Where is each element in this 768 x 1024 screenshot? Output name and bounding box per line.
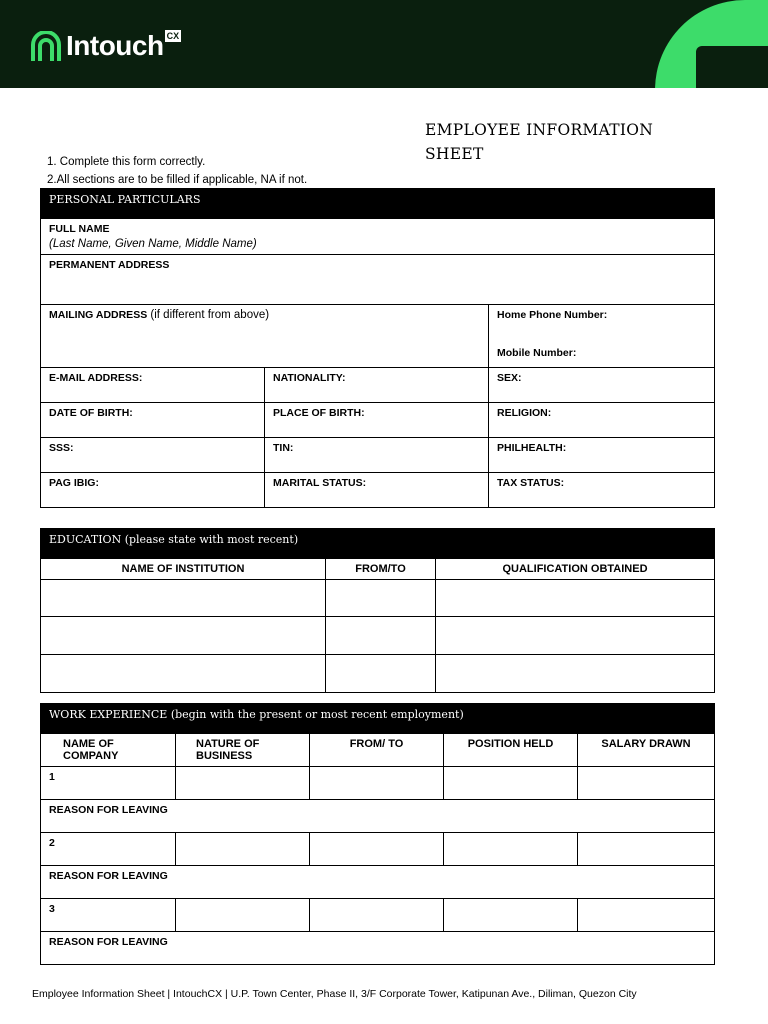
education-row (41, 655, 715, 693)
col-from-to: FROM/ TO (310, 734, 444, 767)
institution-cell[interactable] (41, 655, 326, 693)
pag-ibig-label: PAG IBIG: (49, 477, 99, 489)
tin-label: TIN: (273, 442, 294, 454)
mailing-address-field[interactable] (41, 305, 489, 368)
document-title: EMPLOYEE INFORMATION SHEET (425, 121, 654, 163)
row-number: 1 (49, 771, 55, 783)
work-experience-table (40, 703, 715, 965)
reason-for-leaving-label: REASON FOR LEAVING (49, 936, 168, 948)
from-to-cell[interactable] (310, 833, 444, 866)
from-to-cell[interactable] (310, 899, 444, 932)
col-nature-of-business: NATURE OF BUSINESS (176, 734, 310, 767)
reason-for-leaving-label: REASON FOR LEAVING (49, 870, 168, 882)
header-dark-shape (696, 46, 768, 88)
mobile-number-label: Mobile Number: (497, 347, 577, 359)
mailing-address-label: MAILING ADDRESS (49, 309, 148, 321)
qualification-cell[interactable] (436, 580, 715, 617)
date-of-birth-field[interactable] (41, 403, 265, 438)
instruction-1: 1. Complete this form correctly. (47, 156, 206, 168)
full-name-label: FULL NAME (49, 223, 110, 235)
company-cell[interactable] (41, 833, 176, 866)
salary-cell[interactable] (578, 899, 715, 932)
mailing-address-note: (if different from above) (147, 309, 270, 321)
col-name-of-company: NAME OF COMPANY (41, 734, 176, 767)
education-row (41, 617, 715, 655)
position-cell[interactable] (444, 833, 578, 866)
salary-cell[interactable] (578, 833, 715, 866)
instruction-2: 2.All sections are to be filled if applicable, NA if not. (47, 174, 308, 186)
sex-label: SEX: (497, 372, 522, 384)
home-phone-label: Home Phone Number: (497, 309, 608, 321)
business-cell[interactable] (176, 767, 310, 800)
row-number: 3 (49, 903, 55, 915)
logo-brand-name: Intouch (66, 30, 164, 61)
pag-ibig-field[interactable] (41, 473, 265, 508)
date-of-birth-label: DATE OF BIRTH: (49, 407, 133, 419)
place-of-birth-label: PLACE OF BIRTH: (273, 407, 365, 419)
tax-status-field[interactable] (489, 473, 715, 508)
col-qualification: QUALIFICATION OBTAINED (436, 559, 715, 580)
col-position-held: POSITION HELD (444, 734, 578, 767)
page-footer: Employee Information Sheet | IntouchCX | U.P. Town Center, Phase II, 3/F Corporate Tower, Katipunan Ave., Diliman, Quezon City (32, 988, 637, 1000)
business-cell[interactable] (176, 899, 310, 932)
nationality-label: NATIONALITY: (273, 372, 346, 384)
qualification-cell[interactable] (436, 655, 715, 693)
logo-arch-icon (30, 31, 62, 61)
phone-numbers-field[interactable] (489, 305, 715, 368)
work-row (41, 899, 715, 932)
personal-particulars-table (40, 188, 715, 508)
philhealth-label: PHILHEALTH: (497, 442, 567, 454)
sss-field[interactable] (41, 438, 265, 473)
permanent-address-field[interactable] (41, 255, 715, 305)
salary-cell[interactable] (578, 767, 715, 800)
marital-status-field[interactable] (265, 473, 489, 508)
qualification-cell[interactable] (436, 617, 715, 655)
logo-brand-suffix: CX (166, 31, 180, 41)
business-cell[interactable] (176, 833, 310, 866)
reason-for-leaving-field[interactable] (41, 932, 715, 965)
marital-status-label: MARITAL STATUS: (273, 477, 367, 489)
nationality-field[interactable] (265, 368, 489, 403)
reason-for-leaving-field[interactable] (41, 866, 715, 899)
permanent-address-label: PERMANENT ADDRESS (49, 259, 170, 271)
position-cell[interactable] (444, 767, 578, 800)
religion-field[interactable] (489, 403, 715, 438)
company-cell[interactable] (41, 767, 176, 800)
from-to-cell[interactable] (326, 617, 436, 655)
work-row (41, 767, 715, 800)
page-header (0, 0, 768, 88)
row-number: 2 (49, 837, 55, 849)
col-from-to: FROM/TO (326, 559, 436, 580)
col-salary-drawn: SALARY DRAWN (578, 734, 715, 767)
philhealth-field[interactable] (489, 438, 715, 473)
full-name-hint: (Last Name, Given Name, Middle Name) (49, 238, 257, 250)
tin-field[interactable] (265, 438, 489, 473)
institution-cell[interactable] (41, 580, 326, 617)
from-to-cell[interactable] (326, 655, 436, 693)
sex-field[interactable] (489, 368, 715, 403)
position-cell[interactable] (444, 899, 578, 932)
education-table (40, 528, 715, 693)
reason-for-leaving-field[interactable] (41, 800, 715, 833)
col-name-of-institution: NAME OF INSTITUTION (41, 559, 326, 580)
from-to-cell[interactable] (310, 767, 444, 800)
institution-cell[interactable] (41, 617, 326, 655)
email-field[interactable] (41, 368, 265, 403)
intouchcx-logo (30, 30, 181, 62)
from-to-cell[interactable] (326, 580, 436, 617)
sss-label: SSS: (49, 442, 74, 454)
reason-for-leaving-label: REASON FOR LEAVING (49, 804, 168, 816)
education-row (41, 580, 715, 617)
work-section-title: WORK EXPERIENCE (begin with the present or most recent employment) (41, 704, 715, 734)
education-section-title: EDUCATION (please state with most recent) (41, 529, 715, 559)
personal-section-title: PERSONAL PARTICULARS (41, 189, 715, 219)
full-name-field[interactable] (41, 219, 715, 255)
email-label: E-MAIL ADDRESS: (49, 372, 143, 384)
work-row (41, 833, 715, 866)
place-of-birth-field[interactable] (265, 403, 489, 438)
company-cell[interactable] (41, 899, 176, 932)
tax-status-label: TAX STATUS: (497, 477, 565, 489)
religion-label: RELIGION: (497, 407, 552, 419)
